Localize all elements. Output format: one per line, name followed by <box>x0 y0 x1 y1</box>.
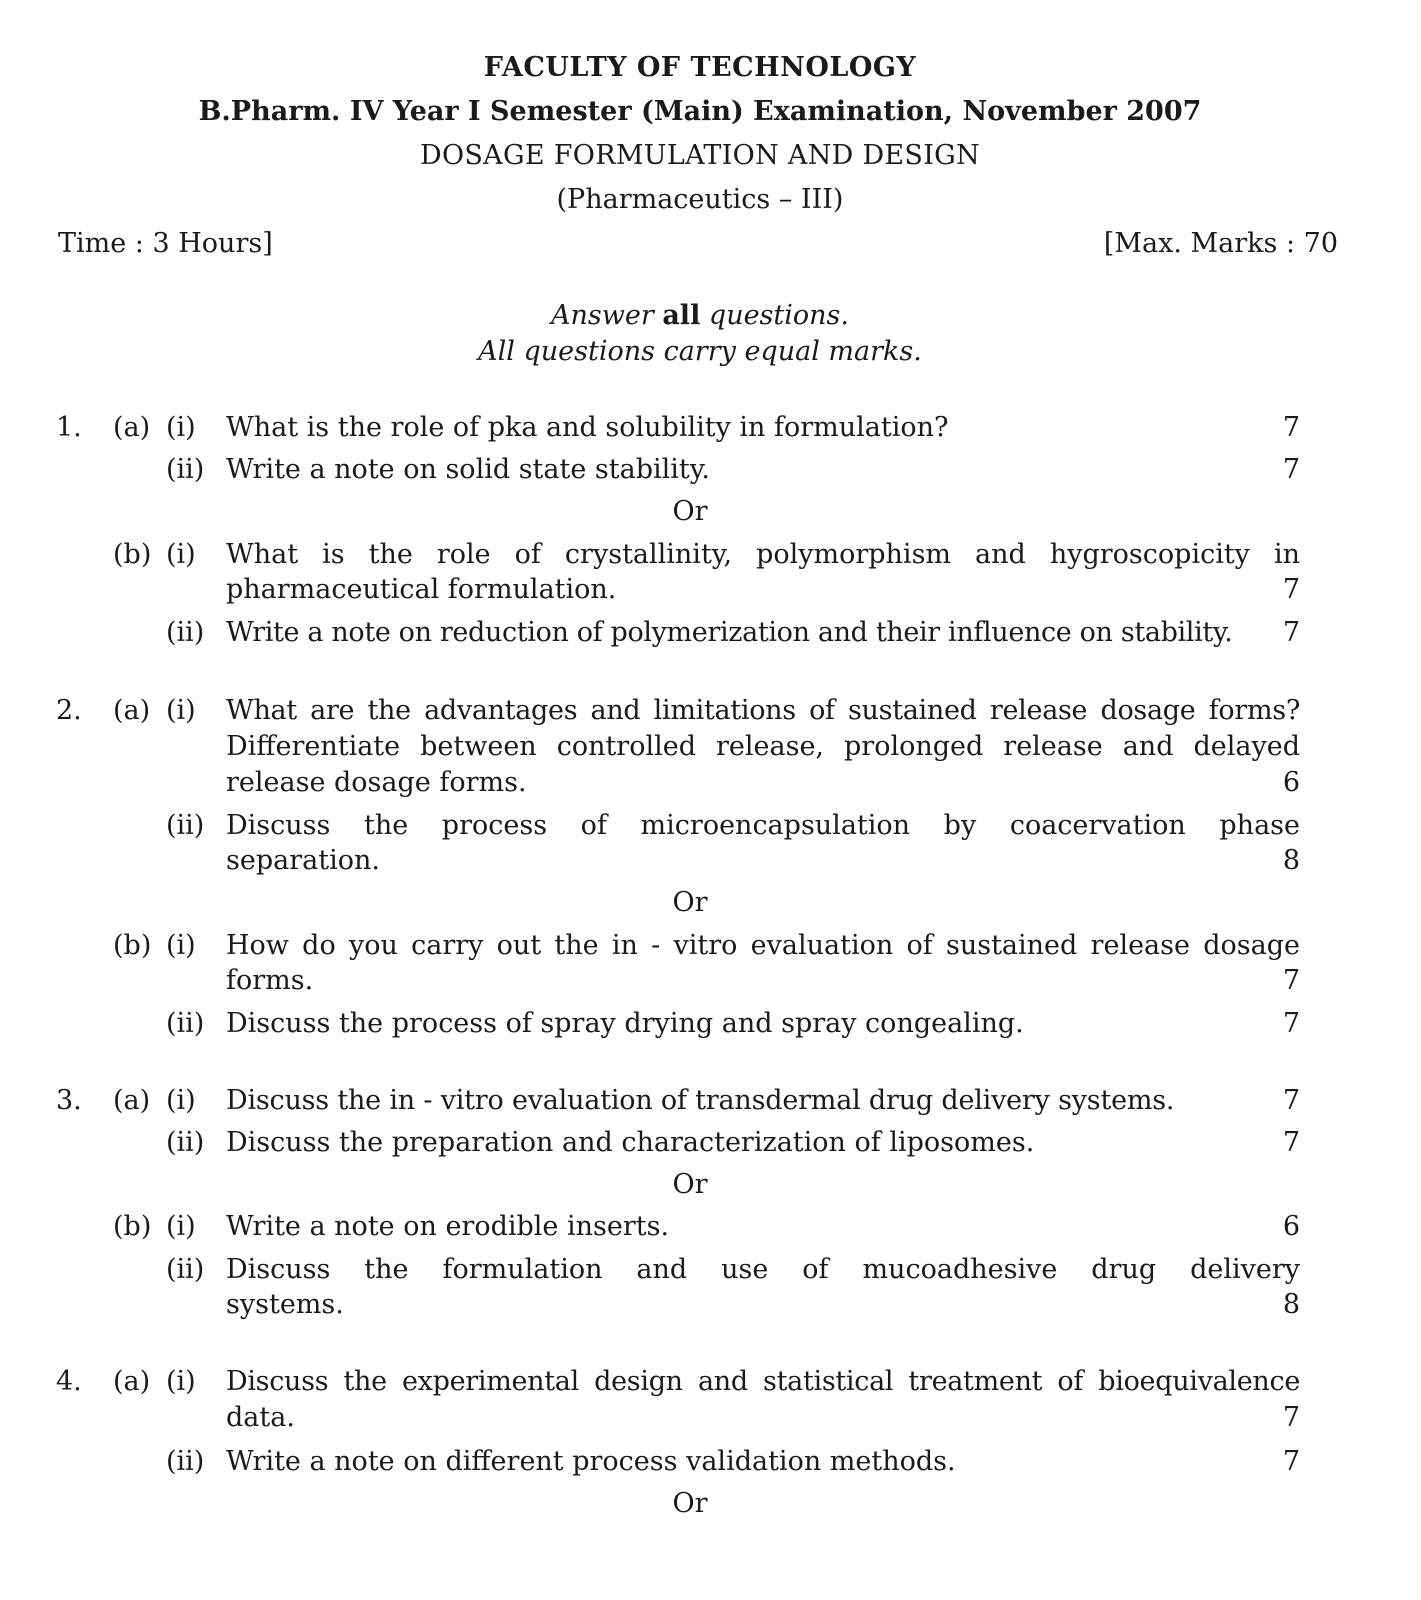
part-label: (a) <box>113 412 151 443</box>
marks-value: 7 <box>1282 574 1300 605</box>
marks-value: 7 <box>1282 965 1300 996</box>
question-text: How do you carry out the in - vitro evaluation of sustained release dosage <box>226 930 1300 961</box>
question-text: Discuss the process of microencapsulation by coacervation phase <box>226 810 1300 841</box>
marks-value: 7 <box>1282 1446 1300 1477</box>
marks-value: 6 <box>1282 767 1300 798</box>
max-marks: [Max. Marks : 70 <box>1103 228 1338 259</box>
part-label: (b) <box>113 930 152 961</box>
sub-label: (ii) <box>166 810 205 841</box>
question-text: separation. <box>226 845 380 876</box>
marks-value: 8 <box>1282 1289 1300 1320</box>
sub-label: (i) <box>166 1211 196 1242</box>
question-text: Write a note on different process validation methods. <box>226 1446 956 1477</box>
question-text: forms. <box>226 965 314 996</box>
question-text: release dosage forms. <box>226 767 527 798</box>
question-text: data. <box>226 1402 295 1433</box>
question-text: systems. <box>226 1289 344 1320</box>
question-number: 3. <box>56 1085 82 1116</box>
part-label: (b) <box>113 539 152 570</box>
marks-value: 7 <box>1282 1402 1300 1433</box>
sub-label: (i) <box>166 1366 196 1397</box>
time-allowed: Time : 3 Hours] <box>58 228 273 259</box>
part-label: (a) <box>113 1366 151 1397</box>
question-text: Discuss the experimental design and statistical treatment of bioequivalence <box>226 1366 1300 1397</box>
question-text: What are the advantages and limitations of sustained release dosage forms? <box>226 695 1300 726</box>
question-text: What is the role of pka and solubility in formulation? <box>226 412 949 443</box>
marks-value: 7 <box>1282 1085 1300 1116</box>
question-text: Differentiate between controlled release, prolonged release and delayed <box>226 731 1300 762</box>
sub-label: (ii) <box>166 454 205 485</box>
or-separator: Or <box>672 496 708 527</box>
question-number: 2. <box>56 695 82 726</box>
sub-label: (i) <box>166 539 196 570</box>
instruction-answer-all: Answer all questions. <box>550 300 849 331</box>
question-text: Discuss the preparation and characterization of liposomes. <box>226 1127 1035 1158</box>
question-text: Write a note on solid state stability. <box>226 454 711 485</box>
sub-label: (ii) <box>166 1127 205 1158</box>
question-number: 4. <box>56 1366 82 1397</box>
question-text: Discuss the process of spray drying and spray congealing. <box>226 1008 1024 1039</box>
part-label: (a) <box>113 1085 151 1116</box>
question-text: Write a note on reduction of polymerization and their influence on stability. <box>226 617 1233 648</box>
exam-title: B.Pharm. IV Year I Semester (Main) Examination, November 2007 <box>198 96 1202 127</box>
sub-label: (i) <box>166 930 196 961</box>
faculty-heading: FACULTY OF TECHNOLOGY <box>483 52 917 83</box>
marks-value: 6 <box>1282 1211 1300 1242</box>
sub-label: (i) <box>166 412 196 443</box>
question-text: Discuss the formulation and use of mucoadhesive drug delivery <box>226 1254 1300 1285</box>
sub-label: (ii) <box>166 1008 205 1039</box>
sub-label: (i) <box>166 1085 196 1116</box>
or-separator: Or <box>672 1169 708 1200</box>
part-label: (b) <box>113 1211 152 1242</box>
marks-value: 7 <box>1282 1008 1300 1039</box>
question-text: What is the role of crystallinity, polymorphism and hygroscopicity in <box>226 539 1300 570</box>
instruction-equal-marks: All questions carry equal marks. <box>478 336 922 367</box>
question-text: Discuss the in - vitro evaluation of transdermal drug delivery systems. <box>226 1085 1175 1116</box>
marks-value: 7 <box>1282 1127 1300 1158</box>
part-label: (a) <box>113 695 151 726</box>
subject-title: DOSAGE FORMULATION AND DESIGN <box>420 140 980 171</box>
sub-label: (ii) <box>166 617 205 648</box>
question-number: 1. <box>56 412 82 443</box>
marks-value: 7 <box>1282 454 1300 485</box>
marks-value: 7 <box>1282 617 1300 648</box>
sub-label: (i) <box>166 695 196 726</box>
question-text: Write a note on erodible inserts. <box>226 1211 670 1242</box>
marks-value: 7 <box>1282 412 1300 443</box>
or-separator: Or <box>672 1488 708 1519</box>
question-text: pharmaceutical formulation. <box>226 574 617 605</box>
sub-label: (ii) <box>166 1446 205 1477</box>
or-separator: Or <box>672 887 708 918</box>
paper-subtitle: (Pharmaceutics – III) <box>556 184 844 215</box>
marks-value: 8 <box>1282 845 1300 876</box>
sub-label: (ii) <box>166 1254 205 1285</box>
